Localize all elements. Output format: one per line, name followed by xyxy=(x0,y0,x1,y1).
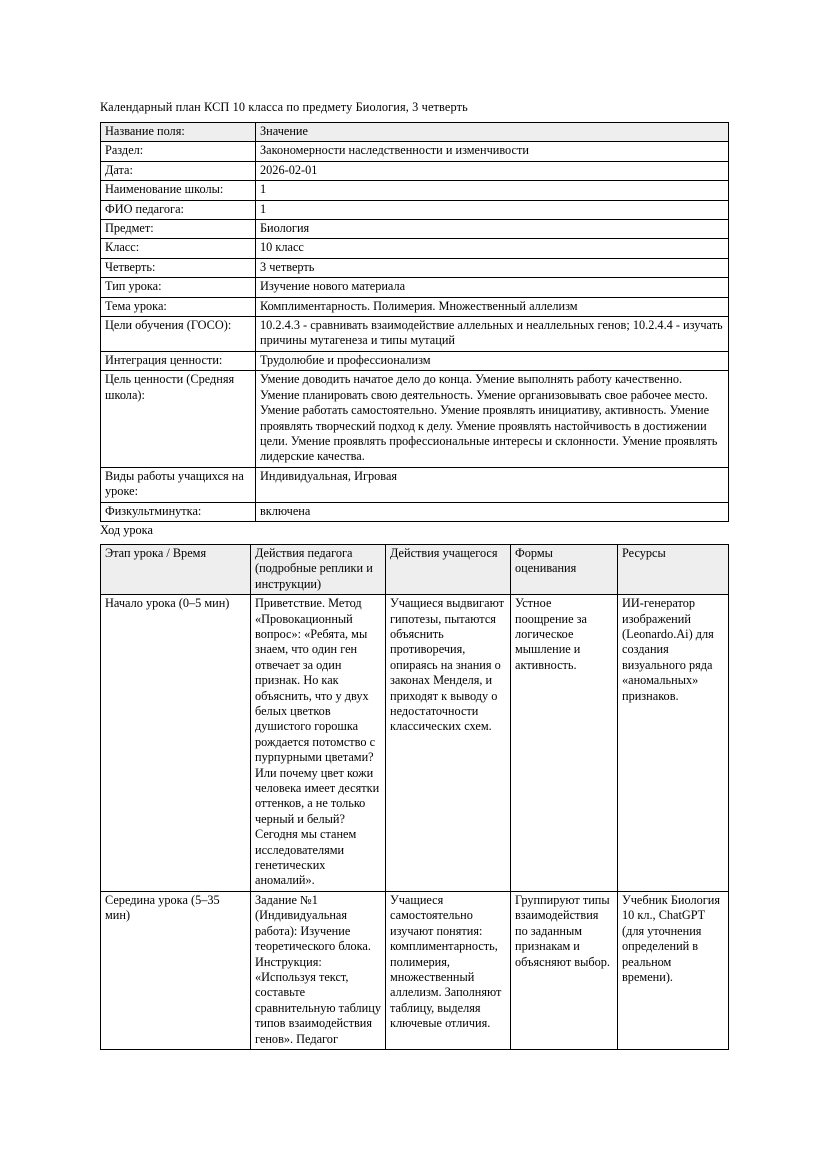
field-label: Виды работы учащихся на уроке: xyxy=(101,467,256,502)
header-cell-assessment: Формы оценивания xyxy=(511,544,618,594)
field-value: 1 xyxy=(256,181,729,200)
table-row xyxy=(101,371,729,467)
table-row xyxy=(101,351,729,370)
header-cell-resources: Ресурсы xyxy=(618,544,729,594)
table-row xyxy=(101,502,729,521)
field-label: Класс: xyxy=(101,239,256,258)
field-label: Интеграция ценности: xyxy=(101,351,256,370)
field-value: 10.2.4.3 - сравнивать взаимодействие аллельных и неаллельных генов; 10.2.4.4 - изучать причины мутагенеза и типы мутаций xyxy=(256,317,729,352)
table-row xyxy=(101,142,729,161)
table-row xyxy=(101,278,729,297)
table-header-row xyxy=(101,544,729,594)
field-value: Комплиментарность. Полимерия. Множественный аллелизм xyxy=(256,297,729,316)
table-row xyxy=(101,317,729,352)
header-cell-student: Действия учащегося xyxy=(386,544,511,594)
cell-resources: ИИ-генератор изображений (Leonardo.Ai) для создания визуального ряда «аномальных» признаков. xyxy=(618,595,729,892)
field-label: Наименование школы: xyxy=(101,181,256,200)
table-row xyxy=(101,239,729,258)
field-label: Тема урока: xyxy=(101,297,256,316)
field-value: Умение доводить начатое дело до конца. Умение выполнять работу качественно. Умение планировать свою деятельность. Умение организовывать свое рабочее место. Умение работать самостоятельно. Умение проявлять инициативу, активность. Умение проявлять творческий подход к делу. Умение проявлять настойчивость в достижении цели. Умение проявлять профессиональные интересы и склонности. Умение проявлять лидерские качества. xyxy=(256,371,729,467)
cell-resources: Учебник Биология 10 кл., ChatGPT (для уточнения определений в реальном времени). xyxy=(618,891,729,1049)
lesson-info-table xyxy=(100,122,729,522)
section-label-course: Ход урока xyxy=(100,522,153,537)
table-row xyxy=(101,220,729,239)
field-label: Раздел: xyxy=(101,142,256,161)
field-label: Предмет: xyxy=(101,220,256,239)
cell-teacher: Приветствие. Метод «Провокационный вопрос»: «Ребята, мы знаем, что один ген отвечает за один признак. Но как объяснить, что у двух белых цветков душистого горошка рождается потомство с пурпурными цветами? Или почему цвет кожи человека имеет десятки оттенков, а не только черный и белый? Сегодня мы станем исследователями генетических аномалий». xyxy=(251,595,386,892)
table-row xyxy=(101,891,729,1049)
table-row xyxy=(101,297,729,316)
field-label: Цель ценности (Средняя школа): xyxy=(101,371,256,467)
cell-student: Учащиеся самостоятельно изучают понятия: комплиментарность, полимерия, множественный аллелизм. Заполняют таблицу, выделяя ключевые отличия. xyxy=(386,891,511,1049)
field-label: Цели обучения (ГОСО): xyxy=(101,317,256,352)
table-row xyxy=(101,258,729,277)
cell-stage: Начало урока (0–5 мин) xyxy=(101,595,251,892)
header-cell-stage: Этап урока / Время xyxy=(101,544,251,594)
header-cell-value: Значение xyxy=(256,123,729,142)
cell-assessment: Устное поощрение за логическое мышление и активность. xyxy=(511,595,618,892)
cell-student: Учащиеся выдвигают гипотезы, пытаются объяснить противоречия, опираясь на знания о законах Менделя, и приходят к выводу о недостаточности классических схем. xyxy=(386,595,511,892)
field-value: Индивидуальная, Игровая xyxy=(256,467,729,502)
page-title: Календарный план КСП 10 класса по предмету Биология, 3 четверть xyxy=(100,100,468,114)
field-value: Биология xyxy=(256,220,729,239)
field-value: включена xyxy=(256,502,729,521)
table-row xyxy=(101,161,729,180)
field-value: 2026-02-01 xyxy=(256,161,729,180)
field-label: ФИО педагога: xyxy=(101,200,256,219)
field-value: 3 четверть xyxy=(256,258,729,277)
table-row xyxy=(101,181,729,200)
table-row xyxy=(101,467,729,502)
field-value: 10 класс xyxy=(256,239,729,258)
field-value: 1 xyxy=(256,200,729,219)
lesson-course-table xyxy=(100,544,729,1050)
field-label: Дата: xyxy=(101,161,256,180)
table-header-row xyxy=(101,123,729,142)
field-value: Закономерности наследственности и изменчивости xyxy=(256,142,729,161)
field-label: Физкультминутка: xyxy=(101,502,256,521)
header-cell-field: Название поля: xyxy=(101,123,256,142)
header-cell-teacher: Действия педагога (подробные реплики и инструкции) xyxy=(251,544,386,594)
table-row xyxy=(101,595,729,892)
field-value: Изучение нового материала xyxy=(256,278,729,297)
cell-teacher: Задание №1 (Индивидуальная работа): Изучение теоретического блока. Инструкция: «Используя текст, составьте сравнительную таблицу типов взаимодействия генов». Педагог xyxy=(251,891,386,1049)
field-value: Трудолюбие и профессионализм xyxy=(256,351,729,370)
table-row xyxy=(101,200,729,219)
field-label: Четверть: xyxy=(101,258,256,277)
cell-stage: Середина урока (5–35 мин) xyxy=(101,891,251,1049)
cell-assessment: Группируют типы взаимодействия по заданным признакам и объясняют выбор. xyxy=(511,891,618,1049)
field-label: Тип урока: xyxy=(101,278,256,297)
